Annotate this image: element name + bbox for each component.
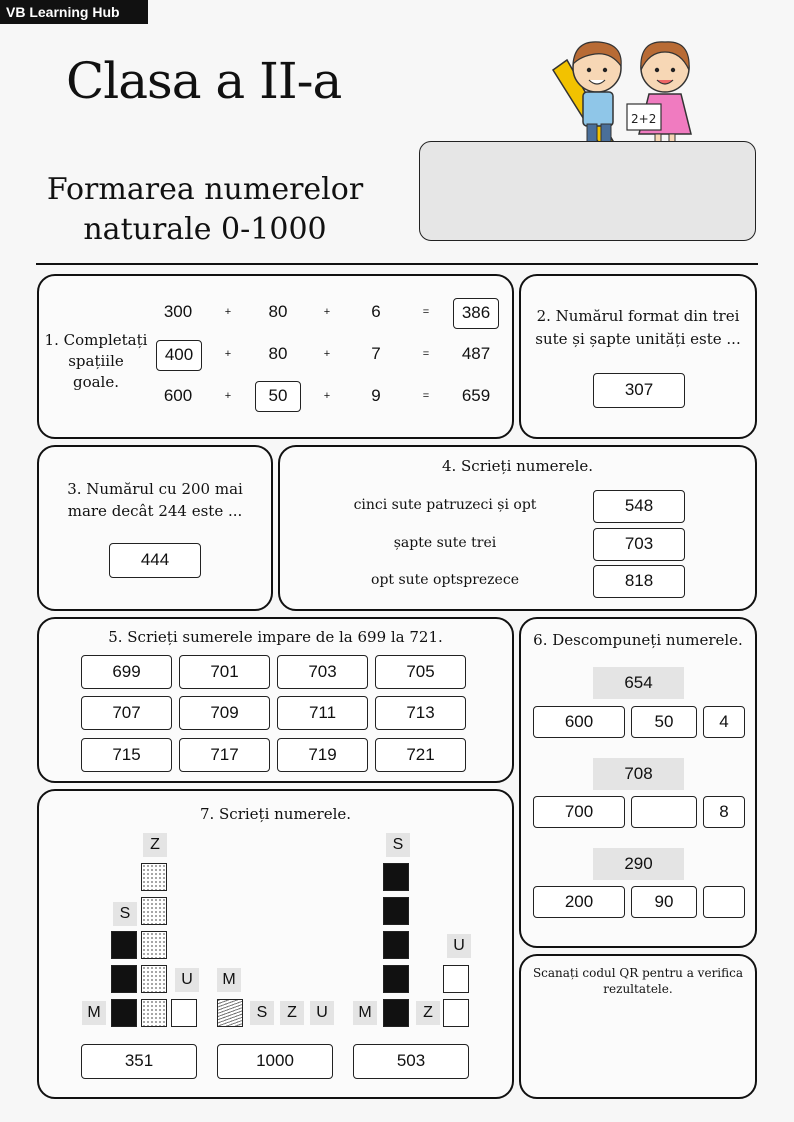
abacus-bead bbox=[141, 965, 167, 993]
exercise-6-title: 6. Descompuneți numerele. bbox=[533, 631, 743, 649]
ex6-hundreds-box[interactable]: 600 bbox=[533, 706, 625, 738]
ex3-text-line: 3. Numărul cu 200 mai bbox=[67, 480, 243, 498]
abacus-bead bbox=[111, 931, 137, 959]
abacus-bead bbox=[383, 965, 409, 993]
ex5-answer-box[interactable]: 705 bbox=[375, 655, 466, 689]
ex5-answer-box[interactable]: 699 bbox=[81, 655, 172, 689]
ex4-words-3: opt sute optsprezece bbox=[371, 572, 519, 588]
abacus-label-z: Z bbox=[416, 1001, 440, 1025]
abacus-bead bbox=[141, 931, 167, 959]
abacus-bead bbox=[141, 863, 167, 891]
name-field[interactable] bbox=[419, 141, 756, 241]
header-divider bbox=[36, 263, 758, 265]
ex7-answer-box-3[interactable]: 503 bbox=[353, 1044, 469, 1079]
svg-text:2+2: 2+2 bbox=[631, 112, 657, 126]
ex5-answer-box[interactable]: 717 bbox=[179, 738, 270, 772]
ex1-r3-c: 9 bbox=[371, 386, 381, 405]
abacus-label-m: M bbox=[353, 1001, 377, 1025]
abacus-label-s: S bbox=[250, 1001, 274, 1025]
abacus-bead bbox=[443, 999, 469, 1027]
ex1-label-line: spațiile bbox=[68, 352, 124, 370]
abacus-label-u: U bbox=[175, 968, 199, 992]
abacus-bead bbox=[111, 965, 137, 993]
plus-sign: + bbox=[323, 348, 331, 360]
qr-instruction bbox=[523, 965, 753, 997]
ex1-r2-answer-box[interactable]: 400 bbox=[156, 340, 202, 371]
ex2-answer-box[interactable]: 307 bbox=[593, 373, 685, 408]
abacus-bead bbox=[141, 999, 167, 1027]
ex5-answer-box[interactable]: 707 bbox=[81, 696, 172, 730]
equals-sign: = bbox=[422, 348, 430, 360]
ex3-answer-box[interactable]: 444 bbox=[109, 543, 201, 578]
ex6-number-708: 708 bbox=[593, 758, 684, 790]
exercise-1-label bbox=[42, 330, 150, 393]
abacus-label-s: S bbox=[386, 833, 410, 857]
qr-text-line: Scanați codul QR pentru a verifica bbox=[532, 966, 744, 980]
exercise-2-text bbox=[521, 305, 755, 351]
ex5-answer-box[interactable]: 703 bbox=[277, 655, 368, 689]
ex1-r2-d: 487 bbox=[461, 344, 491, 363]
exercise-2-panel bbox=[519, 274, 757, 439]
ex4-words-2: șapte sute trei bbox=[393, 535, 497, 551]
ex1-label-line: goale. bbox=[72, 373, 120, 391]
abacus-bead bbox=[217, 999, 243, 1027]
exercise-5-title: 5. Scrieți sumerele impare de la 699 la 721. bbox=[108, 628, 443, 646]
subtitle-line-1: Formarea numerelor bbox=[46, 172, 364, 207]
abacus-label-u: U bbox=[310, 1001, 334, 1025]
ex1-label-line: 1. Completați bbox=[44, 331, 148, 349]
plus-sign: + bbox=[323, 390, 331, 402]
abacus-bead bbox=[383, 999, 409, 1027]
qr-text-line: rezultatele. bbox=[603, 982, 673, 996]
ex1-r1-answer-box[interactable]: 386 bbox=[453, 298, 499, 329]
ex6-units-box[interactable] bbox=[703, 886, 745, 918]
abacus-bead bbox=[383, 931, 409, 959]
ex1-r1-a: 300 bbox=[163, 302, 193, 321]
ex1-r3-a: 600 bbox=[163, 386, 193, 405]
abacus-label-z: Z bbox=[280, 1001, 304, 1025]
ex6-units-box[interactable]: 8 bbox=[703, 796, 745, 828]
ex1-r2-c: 7 bbox=[371, 344, 381, 363]
subtitle-line-2: naturale 0-1000 bbox=[83, 212, 327, 247]
abacus-label-m: M bbox=[217, 968, 241, 992]
ex6-hundreds-box[interactable]: 700 bbox=[533, 796, 625, 828]
ex6-hundreds-box[interactable]: 200 bbox=[533, 886, 625, 918]
exercise-3-panel bbox=[37, 445, 273, 611]
ex4-answer-box-3[interactable]: 818 bbox=[593, 565, 685, 598]
ex1-r2-b: 80 bbox=[268, 344, 288, 363]
ex1-r1-c: 6 bbox=[371, 302, 381, 321]
abacus-bead bbox=[443, 965, 469, 993]
ex2-text-line: 2. Numărul format din trei bbox=[536, 307, 740, 325]
abacus-bead bbox=[383, 897, 409, 925]
ex6-number-290: 290 bbox=[593, 848, 684, 880]
ex5-answer-box[interactable]: 711 bbox=[277, 696, 368, 730]
ex4-answer-box-2[interactable]: 703 bbox=[593, 528, 685, 561]
ex1-r1-b: 80 bbox=[268, 302, 288, 321]
ex7-answer-box-2[interactable]: 1000 bbox=[217, 1044, 333, 1079]
equals-sign: = bbox=[422, 306, 430, 318]
plus-sign: + bbox=[224, 306, 232, 318]
exercise-7-title: 7. Scrieți numerele. bbox=[199, 805, 352, 823]
page-subtitle bbox=[30, 170, 380, 250]
page-title: Clasa a II-a bbox=[66, 52, 342, 110]
ex5-answer-box[interactable]: 715 bbox=[81, 738, 172, 772]
exercise-4-title: 4. Scrieți numerele. bbox=[441, 457, 594, 475]
abacus-label-z: Z bbox=[143, 833, 167, 857]
brand-badge: VB Learning Hub bbox=[0, 0, 148, 24]
ex5-answer-box[interactable]: 719 bbox=[277, 738, 368, 772]
ex6-number-654: 654 bbox=[593, 667, 684, 699]
ex2-text-line: sute și șapte unități este ... bbox=[535, 330, 741, 348]
ex1-r3-d: 659 bbox=[461, 386, 491, 405]
ex5-answer-box[interactable]: 713 bbox=[375, 696, 466, 730]
abacus-bead bbox=[171, 999, 197, 1027]
plus-sign: + bbox=[224, 348, 232, 360]
abacus-label-u: U bbox=[447, 934, 471, 958]
ex1-r3-answer-box[interactable]: 50 bbox=[255, 381, 301, 412]
ex3-text-line: mare decât 244 este ... bbox=[67, 502, 243, 520]
ex5-answer-box[interactable]: 721 bbox=[375, 738, 466, 772]
girl-figure bbox=[627, 42, 691, 152]
ex5-answer-box[interactable]: 701 bbox=[179, 655, 270, 689]
ex6-tens-box[interactable]: 50 bbox=[631, 706, 697, 738]
plus-sign: + bbox=[224, 390, 232, 402]
abacus-bead bbox=[383, 863, 409, 891]
ex6-tens-box[interactable]: 90 bbox=[631, 886, 697, 918]
plus-sign: + bbox=[323, 306, 331, 318]
abacus-label-m: M bbox=[82, 1001, 106, 1025]
abacus-label-s: S bbox=[113, 902, 137, 926]
abacus-bead bbox=[141, 897, 167, 925]
ex7-answer-box-1[interactable]: 351 bbox=[81, 1044, 197, 1079]
abacus-bead bbox=[111, 999, 137, 1027]
ex6-units-box[interactable]: 4 bbox=[703, 706, 745, 738]
equals-sign: = bbox=[422, 390, 430, 402]
exercise-3-text bbox=[39, 478, 271, 522]
ex4-words-1: cinci sute patruzeci și opt bbox=[353, 497, 537, 513]
ex5-answer-box[interactable]: 709 bbox=[179, 696, 270, 730]
ex4-answer-box-1[interactable]: 548 bbox=[593, 490, 685, 523]
ex6-tens-box[interactable] bbox=[631, 796, 697, 828]
